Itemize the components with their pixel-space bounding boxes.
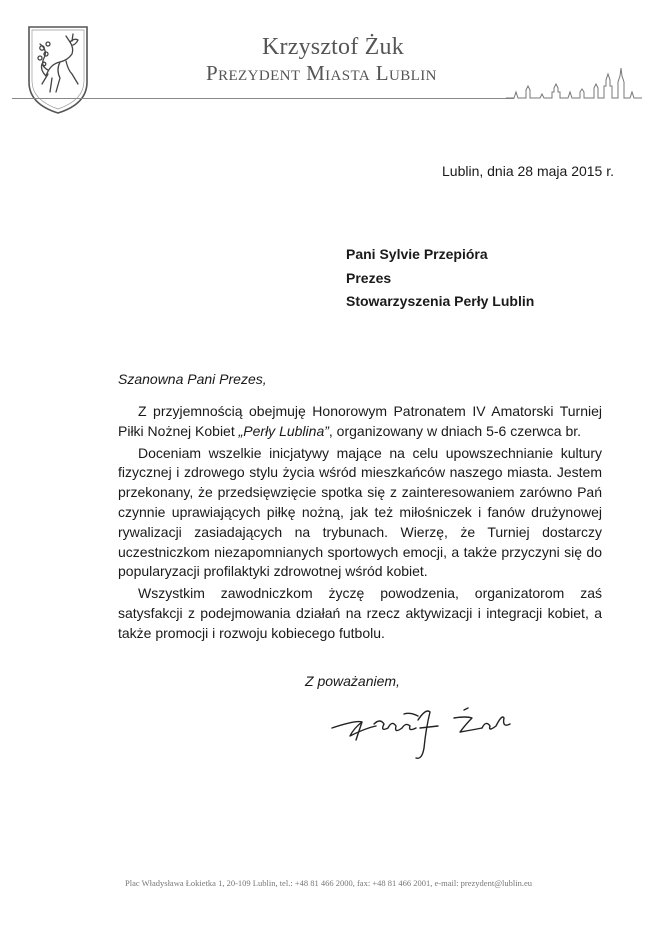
event-name: „Perły Lublina” xyxy=(238,422,329,439)
letterhead-title: Prezydent Miasta Lublin xyxy=(206,61,437,85)
paragraph-1-text: Z przyjemnością obejmuję Honorowym Patronatem IV Amatorski Turniej Piłki Nożnej Kobiet xyxy=(118,403,602,439)
paragraph-1-text-end: , organizowany w dniach 5-6 czerwca br. xyxy=(328,422,582,439)
recipient-position: Prezes xyxy=(346,269,392,286)
recipient-block xyxy=(346,243,534,314)
handwritten-signature xyxy=(326,698,526,768)
salutation: Szanowna Pani Prezes, xyxy=(118,371,267,387)
paragraph-1 xyxy=(118,402,602,442)
footer-contact: Plac Władysława Łokietka 1, 20-109 Lublin, tel.: +48 81 466 2000, fax: +48 81 466 2001, e-mail: prezydent@lublin.eu xyxy=(125,878,532,888)
paragraph-3: Wszystkim zawodniczkom życzę powodzenia, organizatorom zaś satysfakcji z podejmowania działań na rzecz aktywizacji i integracji kobiet, a także promocji i rozwoju kobiecego futbolu. xyxy=(118,585,602,641)
recipient-name: Pani Sylvie Przepióra xyxy=(346,246,488,262)
letterhead-name: Krzysztof Żuk xyxy=(262,34,404,60)
letter-body xyxy=(118,402,602,644)
letterhead-divider xyxy=(12,98,514,99)
lublin-coat-of-arms-icon xyxy=(26,24,90,116)
lublin-skyline-icon xyxy=(506,62,642,104)
paragraph-2: Doceniam wszelkie inicjatywy mające na celu upowszechnianie kultury fizycznej i zdrowego stylu życia wśród mieszkańców naszego miasta. Jestem przekonany, że przedsięwzięcie spotka się z zainteresowaniem zarówno Pań czynnie uprawiających piłkę nożną, jak też miłośniczek i fanów drużynowej rywalizacji zasiadających na trybunach. Wierzę, że Turniej dostarczy uczestniczkom niezapomnianych sportowych emocji, a także przyczyni się do popularyzacji profilaktyki zdrowotnej wśród kobiet. xyxy=(118,444,602,580)
closing: Z poważaniem, xyxy=(305,673,400,689)
letter-date: Lublin, dnia 28 maja 2015 r. xyxy=(442,163,615,179)
recipient-organization: Stowarzyszenia Perły Lublin xyxy=(346,293,535,309)
